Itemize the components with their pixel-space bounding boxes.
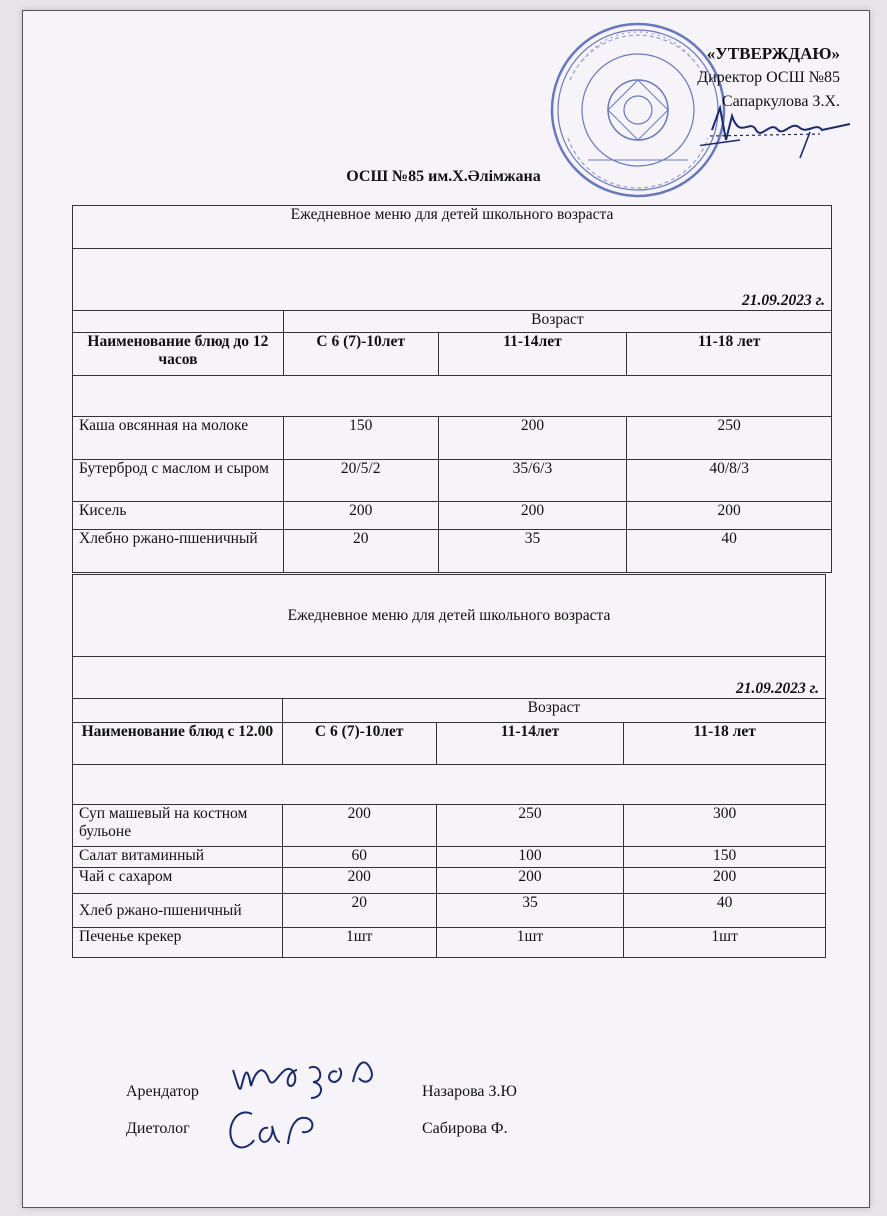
dish-name: Чай с сахаром xyxy=(73,868,283,894)
portion-value: 20 xyxy=(282,894,436,928)
column-header-dish: Наименование блюд до 12 часов xyxy=(73,333,284,376)
column-header-age-11-18: 11-18 лет xyxy=(627,333,832,376)
dish-name: Салат витаминный xyxy=(73,847,283,868)
portion-value: 100 xyxy=(436,847,624,868)
column-header-age-6-10: С 6 (7)-10лет xyxy=(283,333,438,376)
table-row xyxy=(73,894,826,928)
column-header-age-6-10: С 6 (7)-10лет xyxy=(282,723,436,765)
portion-value: 60 xyxy=(282,847,436,868)
column-header-dish: Наименование блюд с 12.00 xyxy=(73,723,283,765)
portion-value: 40 xyxy=(627,530,832,573)
dish-name: Печенье крекер xyxy=(73,928,283,958)
portion-value: 1шт xyxy=(436,928,624,958)
age-header: Возраст xyxy=(282,699,825,723)
table-caption: Ежедневное меню для детей школьного возраста xyxy=(73,206,832,249)
dish-name: Хлебно ржано-пшеничный xyxy=(73,530,284,573)
approval-name: Сапаркулова З.Х. xyxy=(721,93,840,110)
table-row xyxy=(73,868,826,894)
portion-value: 200 xyxy=(282,868,436,894)
portion-value: 200 xyxy=(283,502,438,530)
table-caption: Ежедневное меню для детей школьного возраста xyxy=(73,575,826,657)
portion-value: 35/6/3 xyxy=(438,460,627,502)
portion-value: 300 xyxy=(624,805,826,847)
dish-name: Бутерброд с маслом и сыром xyxy=(73,460,284,502)
signature-role-dietitian: Диетолог xyxy=(126,1120,190,1137)
portion-value: 150 xyxy=(624,847,826,868)
menu-table-morning xyxy=(72,205,832,573)
table-row xyxy=(73,502,832,530)
table-row xyxy=(73,460,832,502)
column-header-age-11-14: 11-14лет xyxy=(436,723,624,765)
tenant-signature xyxy=(225,1042,395,1102)
portion-value: 200 xyxy=(436,868,624,894)
portion-value: 35 xyxy=(436,894,624,928)
portion-value: 20/5/2 xyxy=(283,460,438,502)
empty-row xyxy=(73,765,826,805)
dish-name: Кисель xyxy=(73,502,284,530)
approval-heading: «УТВЕРЖДАЮ» xyxy=(706,44,840,63)
dish-name: Каша овсянная на молоке xyxy=(73,417,284,460)
portion-value: 200 xyxy=(624,868,826,894)
portion-value: 150 xyxy=(283,417,438,460)
signature-name-dietitian: Сабирова Ф. xyxy=(422,1120,508,1137)
portion-value: 1шт xyxy=(282,928,436,958)
dish-name: Хлеб ржано-пшеничный xyxy=(73,894,283,928)
signature-role-tenant: Арендатор xyxy=(126,1083,199,1100)
menu-date: 21.09.2023 г. xyxy=(73,657,826,699)
dietitian-signature xyxy=(218,1100,338,1160)
column-header-age-11-18: 11-18 лет xyxy=(624,723,826,765)
table-row xyxy=(73,530,832,573)
portion-value: 200 xyxy=(282,805,436,847)
portion-value: 35 xyxy=(438,530,627,573)
table-row xyxy=(73,417,832,460)
age-header: Возраст xyxy=(283,311,831,333)
table-row xyxy=(73,928,826,958)
signature-name-tenant: Назарова З.Ю xyxy=(422,1083,517,1100)
portion-value: 1шт xyxy=(624,928,826,958)
empty-row xyxy=(73,376,832,417)
dish-name: Суп машевый на костном бульоне xyxy=(73,805,283,847)
portion-value: 40/8/3 xyxy=(627,460,832,502)
director-signature xyxy=(700,100,870,170)
portion-value: 200 xyxy=(438,502,627,530)
menu-date: 21.09.2023 г. xyxy=(73,249,832,311)
table-row xyxy=(73,805,826,847)
portion-value: 250 xyxy=(627,417,832,460)
portion-value: 200 xyxy=(627,502,832,530)
column-header-age-11-14: 11-14лет xyxy=(438,333,627,376)
portion-value: 200 xyxy=(438,417,627,460)
table-row xyxy=(73,847,826,868)
portion-value: 40 xyxy=(624,894,826,928)
menu-table-afternoon xyxy=(72,574,826,958)
approval-position: Директор ОСШ №85 xyxy=(697,69,840,86)
portion-value: 250 xyxy=(436,805,624,847)
portion-value: 20 xyxy=(283,530,438,573)
school-title: ОСШ №85 им.Х.Әлімжана xyxy=(346,168,541,185)
